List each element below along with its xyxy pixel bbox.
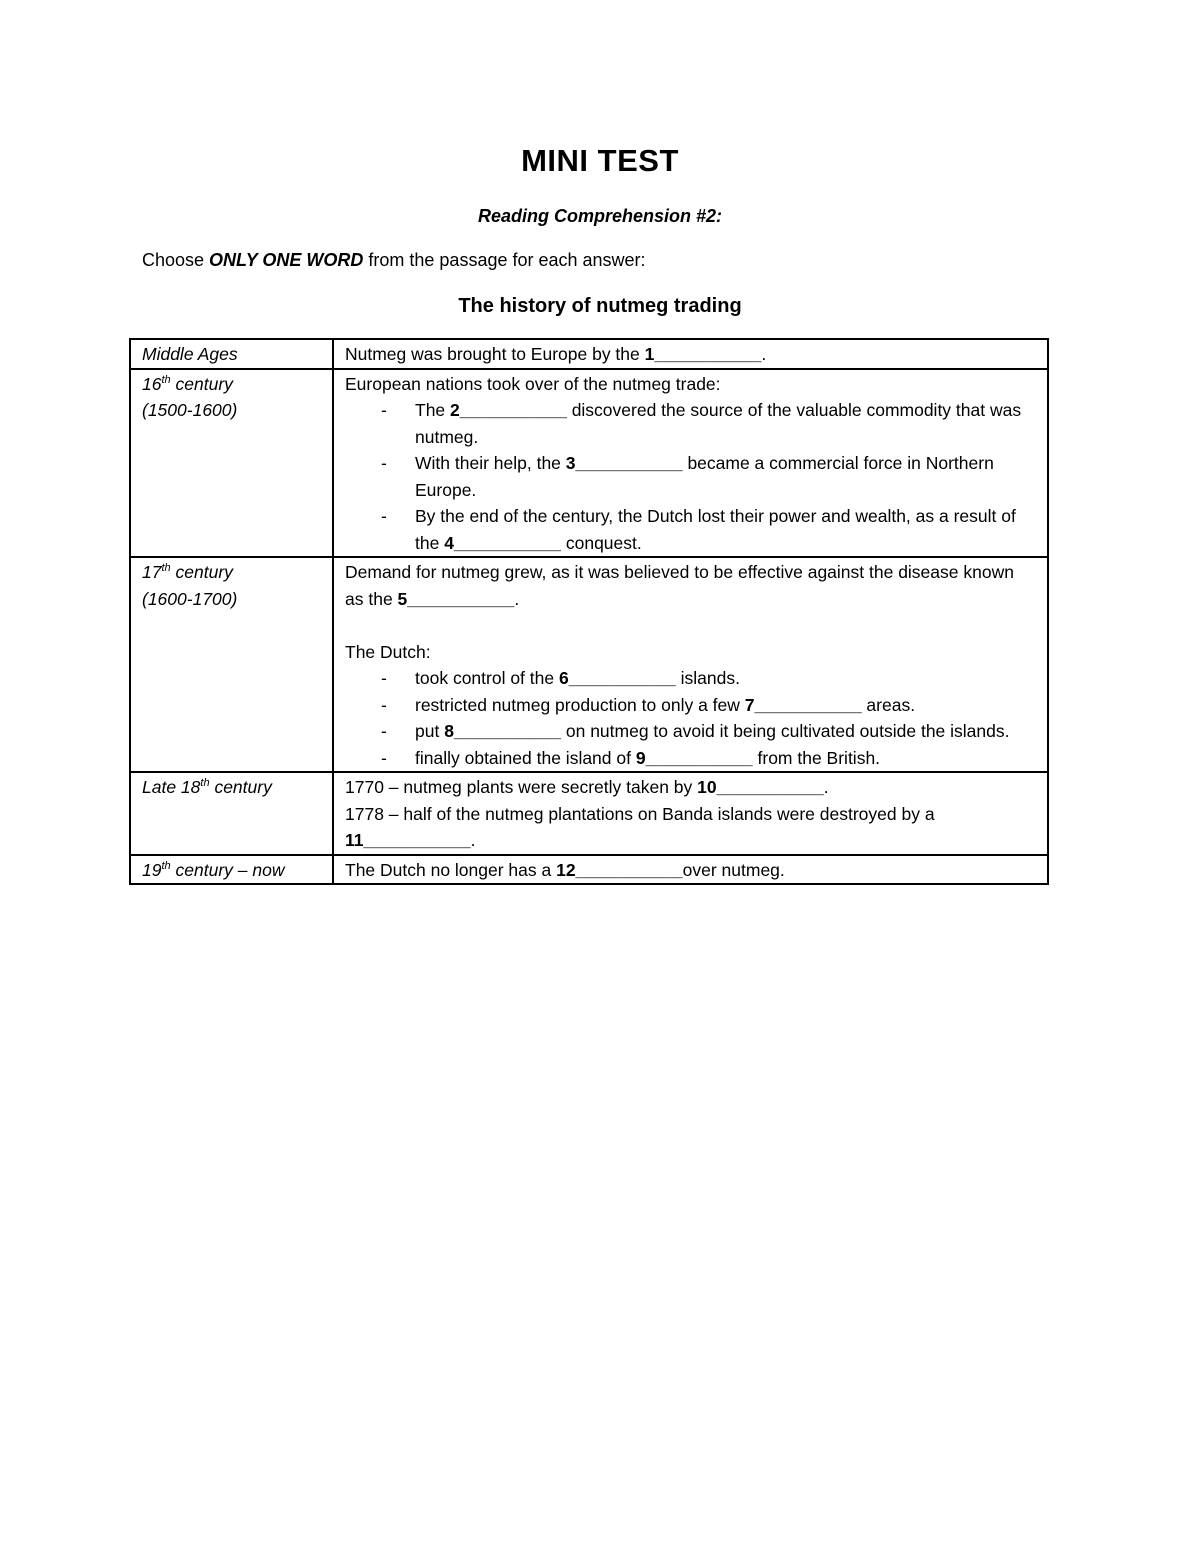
list-item (345, 692, 1037, 719)
answer-blank: 9___________ (635, 747, 753, 768)
answer-blank: 10___________ (697, 777, 824, 797)
period-word: century – now (170, 859, 285, 880)
item-text-end: discovered the source of the valuable commodity that was nutmeg. (415, 400, 1022, 447)
table-row (130, 855, 1048, 885)
row-intro (345, 559, 1037, 612)
answer-blank: 4___________ (444, 532, 561, 553)
timeline-table (129, 338, 1049, 885)
answer-blank: 8___________ (444, 721, 561, 741)
instruction-text (142, 250, 646, 271)
dash-list (345, 665, 1037, 771)
row-text: Nutmeg was brought to Europe by the (345, 344, 645, 364)
item-text: The (415, 400, 451, 420)
row-text-end: over nutmeg. (682, 859, 785, 880)
period-suffix: th (200, 777, 210, 790)
item-text: took control of the (415, 668, 559, 688)
dash-list (345, 397, 1037, 556)
period-word: century (170, 373, 233, 394)
event-text-end: . (823, 777, 829, 797)
table-row (130, 339, 1048, 369)
period-cell (130, 557, 333, 772)
item-text-end: islands. (675, 668, 740, 688)
period-label (142, 371, 322, 398)
dash-bullet: - (381, 400, 387, 420)
period-cell (130, 369, 333, 558)
item-text: With their help, the (415, 453, 566, 473)
intro-text-end: . (514, 588, 520, 609)
dash-bullet: - (381, 694, 387, 715)
period-number: 17 (142, 562, 162, 582)
period-range: (1600-1700) (142, 588, 238, 609)
list-item (345, 745, 1037, 772)
period-number: Late 18 (142, 777, 201, 797)
period-word: century (170, 562, 233, 582)
instruction-emphasis: ONLY ONE WORD (209, 250, 364, 270)
content-cell (333, 369, 1048, 558)
row-text-end: . (761, 344, 767, 364)
page-subtitle: Reading Comprehension #2: (477, 206, 723, 226)
item-text-end: conquest. (561, 532, 642, 553)
content-cell (333, 772, 1048, 855)
period-cell (130, 772, 333, 855)
answer-blank: 3___________ (565, 453, 683, 473)
dash-bullet: - (381, 668, 387, 688)
list-item (345, 397, 1037, 450)
period-word: century (209, 777, 272, 797)
period-range: (1500-1600) (142, 400, 238, 420)
list-item (345, 665, 1037, 692)
answer-blank: 5___________ (397, 588, 515, 609)
answer-blank: 2___________ (450, 400, 567, 420)
content-cell (333, 557, 1048, 772)
item-text-end: areas. (861, 694, 916, 715)
dash-bullet: - (381, 721, 387, 741)
dash-bullet: - (381, 453, 387, 473)
answer-blank: 1___________ (644, 344, 762, 364)
content-cell (333, 339, 1048, 369)
dash-bullet: - (381, 506, 387, 526)
period-suffix: th (161, 373, 171, 386)
page-title: MINI TEST (521, 143, 679, 178)
list-item (345, 503, 1037, 556)
table-row (130, 772, 1048, 855)
list-item (345, 718, 1037, 745)
answer-blank: 11___________ (345, 830, 471, 850)
period-cell (130, 339, 333, 369)
item-text: restricted nutmeg production to only a few (415, 694, 745, 715)
row-intro: European nations took over of the nutmeg trade: (345, 373, 721, 394)
row-text: The Dutch no longer has a (345, 859, 557, 880)
instruction-suffix: from the passage for each answer: (363, 250, 646, 270)
period-number: 16 (142, 373, 162, 394)
period-cell (130, 855, 333, 885)
item-text: By the end of the century, the Dutch lost their power and wealth, as a result of the (415, 506, 1016, 553)
item-text-end: on nutmeg to avoid it being cultivated outside the islands. (561, 721, 1010, 741)
item-text: finally obtained the island of (415, 747, 636, 768)
answer-blank: 7___________ (744, 694, 862, 715)
list-item (345, 450, 1037, 503)
period-suffix: th (161, 859, 171, 872)
answer-blank: 12___________ (556, 859, 683, 880)
period-label (142, 559, 322, 586)
period-number: 19 (142, 859, 162, 880)
spacer (345, 612, 1037, 639)
period-label (142, 774, 322, 801)
period-label: Middle Ages (142, 344, 238, 364)
event-text-end: . (470, 830, 476, 850)
item-text: put (415, 721, 445, 741)
event-line (345, 801, 1037, 854)
event-text: 1778 – half of the nutmeg plantations on Banda islands were destroyed by a (345, 803, 935, 824)
dash-bullet: - (381, 747, 387, 768)
intro-text: Demand for nutmeg grew, as it was believed to be effective against the disease known as the (345, 562, 1014, 609)
answer-blank: 6___________ (558, 668, 676, 688)
instruction-prefix: Choose (142, 250, 210, 270)
item-text-end: from the British. (752, 747, 881, 768)
period-label (142, 857, 322, 884)
period-suffix: th (161, 562, 171, 575)
table-row (130, 557, 1048, 772)
table-row (130, 369, 1048, 558)
row-subhead: The Dutch: (345, 641, 431, 662)
event-line (345, 774, 1037, 801)
content-cell (333, 855, 1048, 885)
item-text-end: became a commercial force in Northern Europe. (415, 453, 994, 500)
event-text: 1770 – nutmeg plants were secretly taken by (345, 777, 698, 797)
section-heading: The history of nutmeg trading (458, 295, 742, 317)
